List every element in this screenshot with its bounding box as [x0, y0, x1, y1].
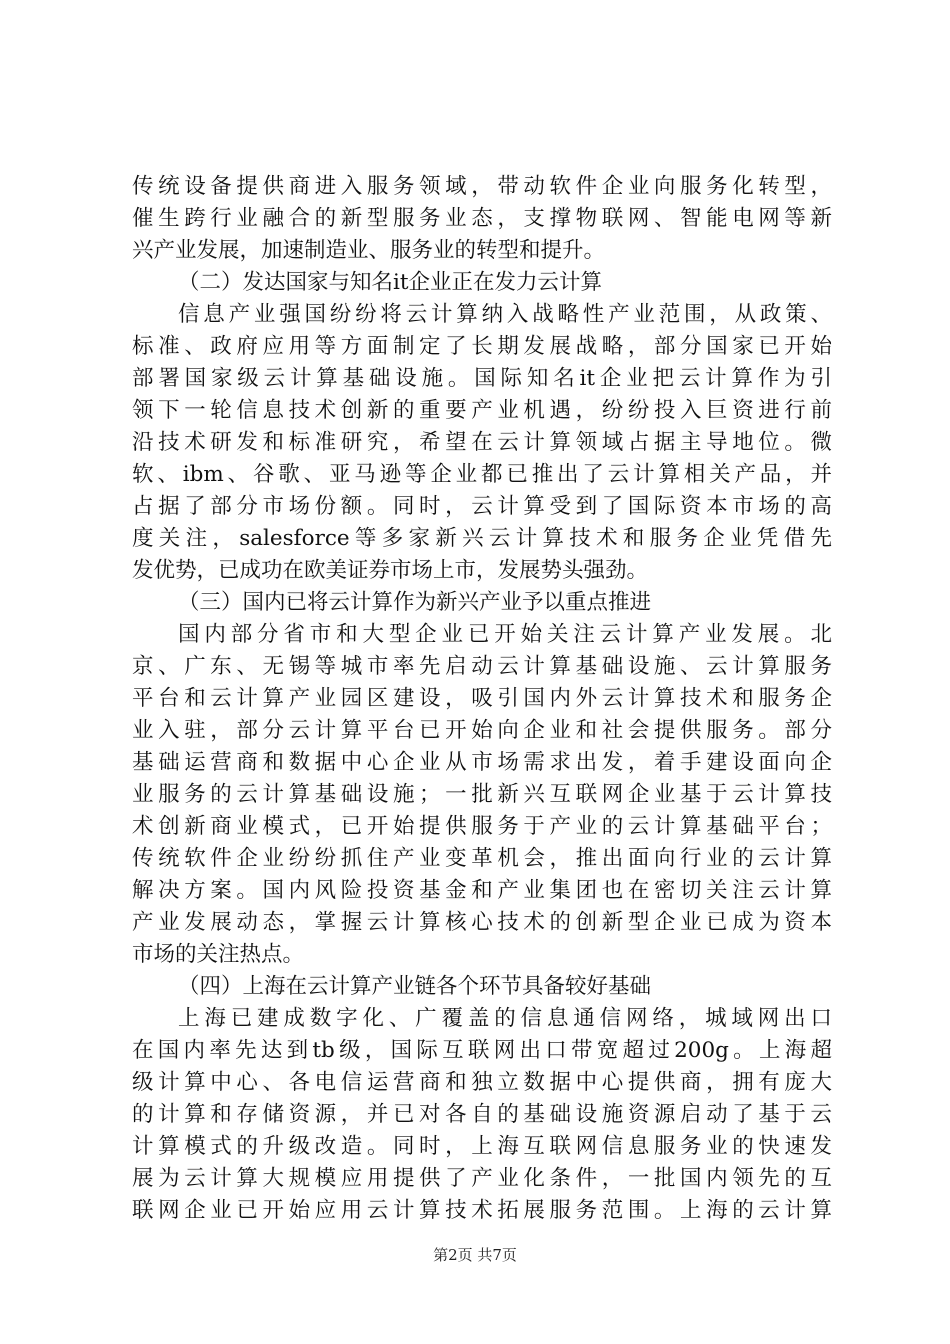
text-line: 的计算和存储资源，并已对各自的基础设施资源启动了基于云 [132, 1102, 832, 1127]
text-line: 标准、政府应用等方面制定了长期发展战略，部分国家已开始 [132, 334, 832, 359]
text-line: 软、ibm、谷歌、亚马逊等企业都已推出了云计算相关产品，并 [132, 462, 832, 487]
text-line: 兴产业发展，加速制造业、服务业的转型和提升。 [132, 238, 606, 263]
text-line: 上海已建成数字化、广覆盖的信息通信网络，城域网出口 [178, 1006, 832, 1031]
text-line: 基础运营商和数据中心企业从市场需求出发，着手建设面向企 [132, 750, 832, 775]
text-line: 沿技术研发和标准研究，希望在云计算领域占据主导地位。微 [132, 430, 832, 455]
text-line: 占据了部分市场份额。同时，云计算受到了国际资本市场的高 [132, 494, 832, 519]
text-line: 在国内率先达到tb级，国际互联网出口带宽超过200g。上海超 [132, 1038, 832, 1063]
document-body [132, 171, 832, 1227]
text-line: 催生跨行业融合的新型服务业态，支撑物联网、智能电网等新 [132, 206, 832, 231]
text-line: 计算模式的升级改造。同时，上海互联网信息服务业的快速发 [132, 1134, 832, 1159]
text-line: 部署国家级云计算基础设施。国际知名it企业把云计算作为引 [132, 366, 832, 391]
text-line: 联网企业已开始应用云计算技术拓展服务范围。上海的云计算 [132, 1198, 832, 1223]
text-line: 信息产业强国纷纷将云计算纳入战略性产业范围，从政策、 [178, 302, 832, 327]
text-line: 度关注，salesforce等多家新兴云计算技术和服务企业凭借先 [132, 526, 832, 551]
text-line: 京、广东、无锡等城市率先启动云计算基础设施、云计算服务 [132, 654, 832, 679]
text-line: 传统设备提供商进入服务领域，带动软件企业向服务化转型， [132, 174, 832, 199]
text-line: 级计算中心、各电信运营商和独立数据中心提供商，拥有庞大 [132, 1070, 832, 1095]
text-line: 领下一轮信息技术创新的重要产业机遇，纷纷投入巨资进行前 [132, 398, 832, 423]
text-line: 传统软件企业纷纷抓住产业变革机会，推出面向行业的云计算 [132, 846, 832, 871]
page-footer [0, 1244, 950, 1265]
text-line: 业入驻，部分云计算平台已开始向企业和社会提供服务。部分 [132, 718, 832, 743]
section-heading: （四）上海在云计算产业链各个环节具备较好基础 [178, 974, 652, 999]
text-line: 术创新商业模式，已开始提供服务于产业的云计算基础平台； [132, 814, 832, 839]
text-line: 发优势，已成功在欧美证券市场上市，发展势头强劲。 [132, 558, 649, 583]
text-line: 解决方案。国内风险投资基金和产业集团也在密切关注云计算 [132, 878, 832, 903]
text-line: 市场的关注热点。 [132, 942, 305, 967]
section-heading: （三）国内已将云计算作为新兴产业予以重点推进 [178, 590, 652, 615]
text-line: 产业发展动态，掌握云计算核心技术的创新型企业已成为资本 [132, 910, 832, 935]
text-line: 展为云计算大规模应用提供了产业化条件，一批国内领先的互 [132, 1166, 832, 1191]
section-heading: （二）发达国家与知名it企业正在发力云计算 [178, 270, 603, 295]
text-line: 平台和云计算产业园区建设，吸引国内外云计算技术和服务企 [132, 686, 832, 711]
page-number: 第2页 共7页 [433, 1246, 517, 1264]
text-line: 国内部分省市和大型企业已开始关注云计算产业发展。北 [178, 622, 832, 647]
text-line: 业服务的云计算基础设施；一批新兴互联网企业基于云计算技 [132, 782, 832, 807]
